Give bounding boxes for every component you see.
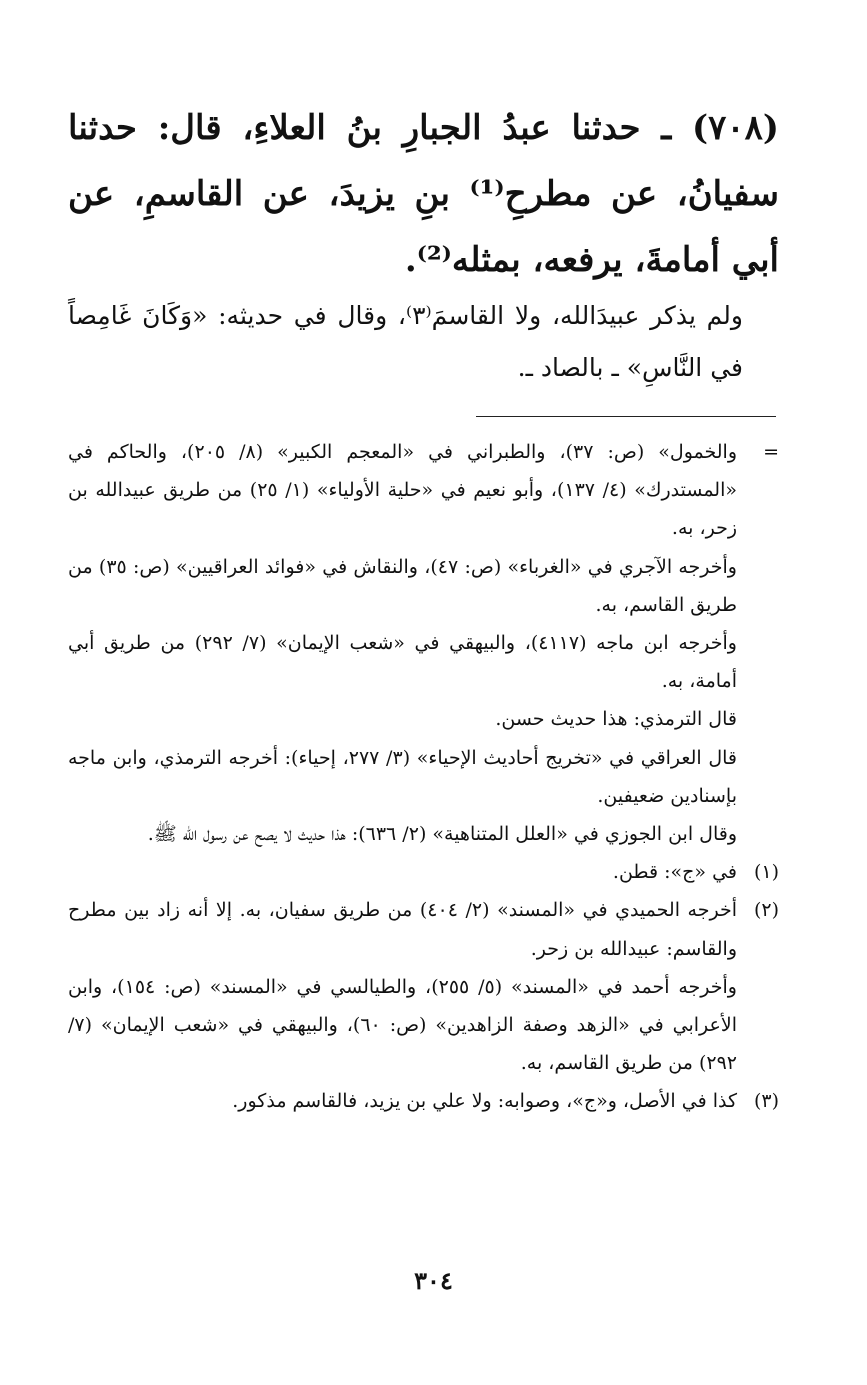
footnote-number: (٢) [753,899,779,922]
commentary-paragraph [68,290,779,394]
footnote-2-body [68,891,737,1082]
footnote-number: (١) [753,861,779,884]
continuation-marker: = [763,441,779,463]
footnotes-section [68,433,779,1121]
footnote-2 [68,891,779,1082]
footnote-paragraph: قال الترمذي: هذا حديث حسن. [495,708,737,731]
page-number: ٣٠٤ [414,1266,453,1295]
footnote-paragraph: وأخرجه أحمد في «المسند» (٥/ ٢٥٥)، والطيالسي في «المسند» (ص: ١٥٤)، وابن الأعرابي في «الزهد وصفة الزاهدين» (ص: ٦٠)، والبيهقي في «شعب الإيمان» (٧/ ٢٩٢) من طريق القاسم، به. [68,975,737,1075]
footnote-3 [68,1082,779,1120]
footnote-paragraph: في «ج»: قطن. [612,861,737,884]
footnote-1-body [68,853,737,891]
commentary-text: ولم يذكر عبيدَالله، ولا القاسمَ⁽٣⁾، وقال في حديثه: «وَكَانَ غَامِصاً في النَّاسِ» ـ بالصاد ـ. [68,301,743,382]
footnote-paragraph: وقال ابن الجوزي في «العلل المتناهية» (٢/ ٦٣٦): هذا حديث لا يصح عن رسول الله ﷺ. [147,823,737,846]
footnote-paragraph: وأخرجه الآجري في «الغرباء» (ص: ٤٧)، والنقاش في «فوائد العراقيين» (ص: ٣٥) من طريق القاسم، به. [68,555,737,616]
footnote-3-body [68,1082,737,1120]
footnote-continued-body [68,433,737,853]
footnote-1 [68,853,779,891]
footnote-paragraph: أخرجه الحميدي في «المسند» (٢/ ٤٠٤) من طريق سفيان، به. إلا أنه زاد بين مطرح والقاسم: عبيدالله بن زحر. [68,899,737,960]
footnote-number: (٣) [753,1090,779,1113]
hadith-text: (٧٠٨) ـ حدثنا عبدُ الجبارِ بنُ العلاءِ، قال: حدثنا سفيانُ، عن مطرحِ⁽¹⁾ بنِ يزيدَ، عن القاسمِ، عن أبي أمامةَ، يرفعه، بمثله⁽²⁾. [68,108,779,280]
footnote-continued [68,433,779,853]
footnote-paragraph: والخمول» (ص: ٣٧)، والطبراني في «المعجم الكبير» (٨/ ٢٠٥)، والحاكم في «المستدرك» (٤/ ١٣٧)، وأبو نعيم في «حلية الأولياء» (١/ ٢٥) من طريق عبيدالله بن زحر، به. [68,441,737,540]
footnote-paragraph: قال العراقي في «تخريج أحاديث الإحياء» (٣/ ٢٧٧، إحياء): أخرجه الترمذي، وابن ماجه بإسنادين ضعيفين. [68,746,737,807]
footnote-paragraph: وأخرجه ابن ماجه (٤١١٧)، والبيهقي في «شعب الإيمان» (٧/ ٢٩٢) من طريق أبي أمامة، به. [68,632,737,693]
footnote-paragraph: كذا في الأصل، و«ج»، وصوابه: ولا علي بن يزيد، فالقاسم مذكور. [232,1090,737,1113]
footnote-separator [476,416,776,417]
